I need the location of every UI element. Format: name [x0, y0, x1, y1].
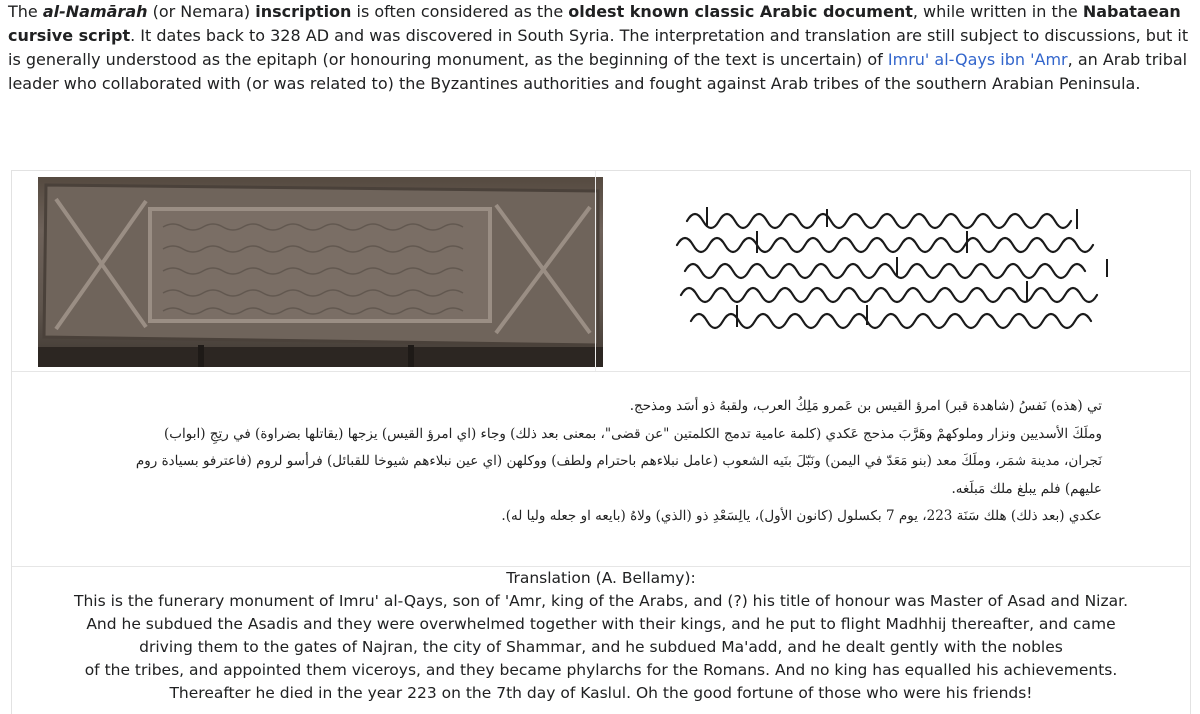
arabic-line: عكدي (بعد ذلك) هلك سَنَة 223، يوم 7 بكسلول (كانون الأول)، يالِسَعْدِ ذو (الذي) ولاهُ (بايعه او جعله وليا له).	[501, 508, 1102, 524]
translation-heading: Translation (A. Bellamy):	[506, 569, 696, 587]
intro-text: , an Arab tribal leader who collaborated with (or was related to) the Byzantines authorities and fought against Arab tribes of the southern Arabian Peninsula.	[8, 50, 1188, 93]
inscription-name: al-Namārah	[42, 2, 148, 21]
inscription-word: inscription	[255, 2, 352, 21]
intro-text: , while written in the	[912, 2, 1083, 21]
arabic-line: عليهم) فلم يبلغ ملك مَبلَغه.	[951, 480, 1102, 497]
arabic-line: نَجران، مدينة شمَر، وملَكَ معد (بنو مَعَدّ في اليمن) ونَبّلَ بنَيه الشعوب (عامل نبلاءهم باحترام ولطف) ووكلهن (اي عين نبلاءهم شيوخا للقبائل) فرأسو لروم (فاعترفو بسيادة روم	[135, 453, 1102, 469]
arabic-transcription	[135, 393, 1102, 531]
intro-paragraph	[8, 0, 1194, 96]
intro-text: (or Nemara)	[147, 2, 256, 21]
script-name: Nabataean cursive script	[8, 2, 1181, 45]
translation-block	[12, 567, 1190, 705]
translation-line: driving them to the gates of Najran, the city of Shammar, and he subdued Ma'add, and he dealt gently with the nobles	[139, 638, 1063, 656]
arabic-line: تي (هذه) نَفسُ (شاهدة قبر) امرؤ القيس بن عَمرو مَلِكُ العرب، ولقبهُ ذو أسَد ومذحج.	[629, 398, 1102, 414]
oldest-document-phrase: oldest known classic Arabic document	[568, 2, 913, 21]
translation-line: Thereafter he died in the year 223 on the 7th day of Kaslul. Oh the good fortune of those who were his friends!	[169, 684, 1033, 702]
intro-text: The	[8, 2, 43, 21]
translation-line: And he subdued the Asadis and they were overwhelmed together with their kings, and he put to flight Madhhij thereafter, and came	[86, 615, 1116, 633]
intro-text: is often considered as the	[351, 2, 569, 21]
column-divider	[595, 171, 596, 371]
intro-text: . It dates back to 328 AD and was discovered in South Syria. The interpretation and translation are still subject to discussions, but it is generally understood as the epitaph (or honouring monument, as the beginning of the text is uncertain) of	[8, 26, 1189, 69]
translation-line: This is the funerary monument of Imru' al-Qays, son of 'Amr, king of the Arabs, and (?) his title of honour was Master of Asad and Nizar.	[74, 592, 1128, 610]
translation-line: of the tribes, and appointed them viceroys, and they became phylarchs for the Romans. And no king has equalled his achievements.	[84, 661, 1118, 679]
inscription-table	[11, 170, 1191, 714]
row-divider	[12, 371, 1190, 372]
arabic-line: وملَكَ الأسديين ونزار وملوكهمْ وهَرَّبَ مذحج عَكدي (كلمة عامية تدمج الكلمتين "عن قضى"، بمعنى بعد ذلك) وجاء (اي امرؤ القيس) يزجها (يقاتلها بضراوة) في رتِجِ (ابواب)	[164, 425, 1102, 442]
stone-inscription-photo	[38, 177, 603, 367]
imru-al-qays-link[interactable]: Imru' al-Qays ibn 'Amr	[887, 50, 1068, 69]
nabataean-script-drawing	[667, 201, 1137, 341]
